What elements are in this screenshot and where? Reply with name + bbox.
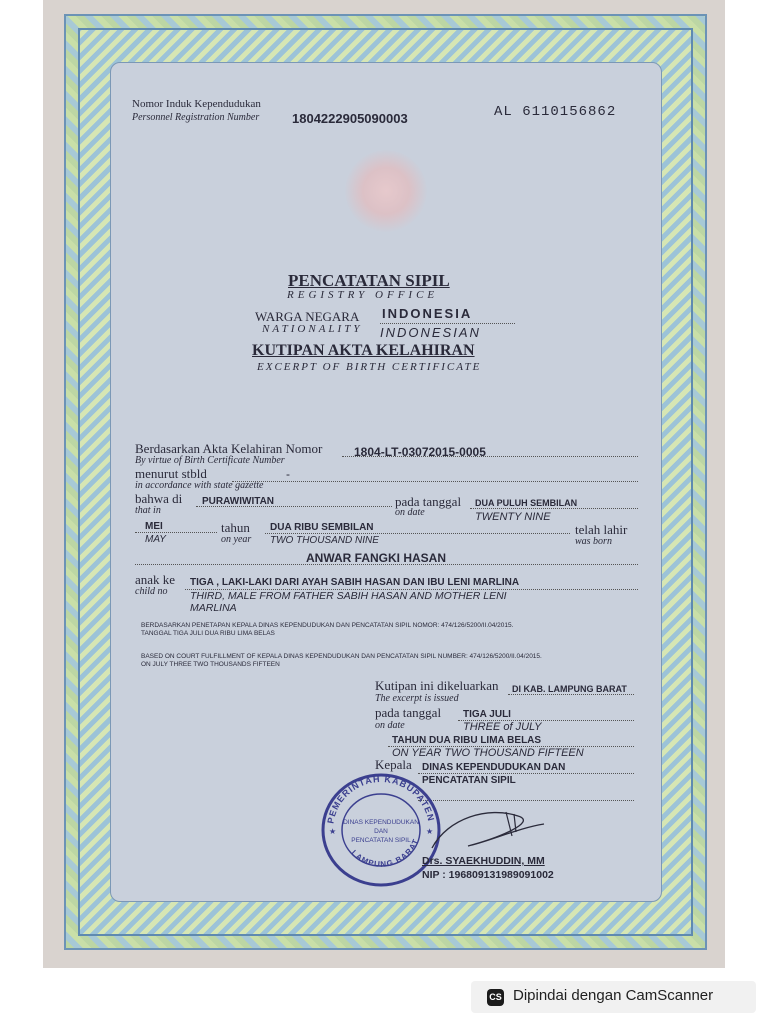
place-label-id: bahwa di bbox=[135, 491, 183, 506]
stbld-label-id: menurut stbld bbox=[135, 466, 207, 481]
camscanner-badge bbox=[471, 981, 756, 1013]
issued-value: DI KAB. LAMPUNG BARAT bbox=[512, 684, 627, 694]
date-label-id: pada tanggal bbox=[395, 494, 462, 509]
citizen-value-en: INDONESIAN bbox=[380, 325, 481, 340]
issue-year-value-id: TAHUN DUA RIBU LIMA BELAS bbox=[392, 735, 542, 746]
date-value-id: DUA PULUH SEMBILAN bbox=[475, 498, 578, 508]
stbld-value: - bbox=[286, 467, 290, 481]
reg-label-id: Nomor Induk Kependudukan bbox=[132, 98, 261, 110]
note-id-2: TANGGAL TIGA JULI DUA RIBU LIMA BELAS bbox=[141, 630, 275, 637]
citizen-dotted-line bbox=[380, 323, 515, 324]
stamp-center-line-3: PENCATATAN SIPIL bbox=[351, 837, 411, 844]
office-title-en: REGISTRY OFFICE bbox=[287, 289, 439, 301]
child-dotted-line bbox=[185, 589, 638, 590]
head-value-2: PENCATATAN SIPIL bbox=[422, 775, 516, 786]
citizen-label-id: WARGA NEGARA bbox=[255, 309, 360, 324]
basis-label-id: Berdasarkan Akta Kelahiran Nomor bbox=[135, 441, 323, 456]
issue-date-value-en: THREE of JULY bbox=[463, 721, 542, 733]
office-title-id: PENCATATAN SIPIL bbox=[288, 271, 450, 290]
issue-year-value-en: ON YEAR TWO THOUSAND FIFTEEN bbox=[392, 747, 584, 759]
basis-value: 1804-LT-03072015-0005 bbox=[354, 445, 486, 459]
basis-dotted-line bbox=[342, 456, 638, 457]
child-label-en: child no bbox=[135, 586, 168, 597]
basis-label-en: By virtue of Birth Certificate Number bbox=[135, 455, 285, 466]
year-label-id: tahun bbox=[221, 520, 250, 535]
issue-date-value-id: TIGA JULI bbox=[463, 709, 511, 720]
issue-date-label-id: pada tanggal bbox=[375, 705, 442, 720]
month-dotted-line bbox=[135, 532, 217, 533]
stamp-ring-text: PEMERINTAH KABUPATEN bbox=[325, 773, 437, 825]
head-value-1: DINAS KEPENDUDUKAN DAN bbox=[422, 762, 566, 773]
note-id-1: BERDASARKAN PENETAPAN KEPALA DINAS KEPENDUDUKAN DAN PENCATATAN SIPIL NOMOR: 474/126/5200/II.04/2015. bbox=[141, 622, 514, 629]
serial-number: AL 6110156862 bbox=[494, 104, 617, 120]
date-value-en: TWENTY NINE bbox=[475, 511, 551, 523]
official-nip: NIP : 196809131989091002 bbox=[422, 869, 554, 881]
head-dotted-line-1 bbox=[418, 773, 634, 774]
issued-dotted-line bbox=[508, 694, 634, 695]
place-value: PURAWIWITAN bbox=[202, 496, 275, 507]
camscanner-text: Dipindai dengan CamScanner bbox=[513, 987, 714, 1004]
camscanner-logo-icon: CS bbox=[487, 989, 504, 1006]
issued-label-id: Kutipan ini dikeluarkan bbox=[375, 678, 499, 693]
embossed-seal bbox=[345, 150, 427, 232]
child-label-id: anak ke bbox=[135, 572, 176, 587]
child-value-en-2: MARLINA bbox=[190, 602, 237, 614]
head-dotted-line-2 bbox=[418, 800, 634, 801]
year-value-id: DUA RIBU SEMBILAN bbox=[270, 522, 374, 533]
reg-number: 1804222905090003 bbox=[292, 111, 408, 126]
child-value-en-1: THIRD, MALE FROM FATHER SABIH HASAN AND MOTHER LENI bbox=[190, 590, 507, 602]
citizen-value-id: INDONESIA bbox=[382, 306, 473, 321]
child-name-dotted-line bbox=[135, 564, 638, 565]
head-label-id: Kepala bbox=[375, 757, 412, 772]
doc-title-en: EXCERPT OF BIRTH CERTIFICATE bbox=[257, 361, 482, 373]
citizen-label-en: NATIONALITY bbox=[262, 323, 363, 335]
month-id: MEI bbox=[145, 521, 163, 532]
month-en: MAY bbox=[145, 534, 166, 545]
issue-year-dotted-line bbox=[388, 746, 634, 747]
issue-date-dotted-line bbox=[458, 720, 634, 721]
stbld-dotted-line bbox=[232, 481, 638, 482]
stamp-bottom-text: LAMPUNG BARAT bbox=[349, 837, 421, 869]
date-dotted-line bbox=[470, 508, 638, 509]
official-signature bbox=[428, 808, 548, 858]
date-label-en: on date bbox=[395, 507, 425, 518]
issued-label-en: The excerpt is issued bbox=[375, 693, 459, 704]
place-dotted-line bbox=[196, 506, 392, 507]
child-value-id: TIGA , LAKI-LAKI DARI AYAH SABIH HASAN DAN IBU LENI MARLINA bbox=[190, 577, 520, 588]
issue-date-label-en: on date bbox=[375, 720, 405, 731]
year-label-en: on year bbox=[221, 534, 252, 545]
born-label-id: telah lahir bbox=[575, 522, 628, 537]
official-name: Drs. SYAEKHUDDIN, MM bbox=[422, 855, 545, 867]
note-en-2: ON JULY THREE TWO THOUSANDS FIFTEEN bbox=[141, 661, 280, 668]
year-value-en: TWO THOUSAND NINE bbox=[270, 535, 379, 546]
stamp-center-line-1: DINAS KEPENDUDUKAN bbox=[343, 819, 419, 826]
note-en-1: BASED ON COURT FULFILLMENT OF KEPALA DINAS KEPENDUDUKAN DAN PENCATATAN SIPIL NUMBER: 474/126/5200/II.04/2015. bbox=[141, 653, 542, 660]
born-label-en: was born bbox=[575, 536, 612, 547]
stbld-label-en: in accordance with state gazette bbox=[135, 480, 264, 491]
stamp-star-right: ★ bbox=[426, 827, 434, 836]
stamp-star-left: ★ bbox=[329, 827, 337, 836]
place-label-en: that in bbox=[135, 505, 161, 516]
reg-label-en: Personnel Registration Number bbox=[132, 112, 260, 123]
doc-title-id: KUTIPAN AKTA KELAHIRAN bbox=[252, 342, 475, 359]
child-name: ANWAR FANGKI HASAN bbox=[306, 551, 446, 565]
stamp-center-line-2: DAN bbox=[374, 828, 388, 835]
year-dotted-line bbox=[265, 533, 570, 534]
